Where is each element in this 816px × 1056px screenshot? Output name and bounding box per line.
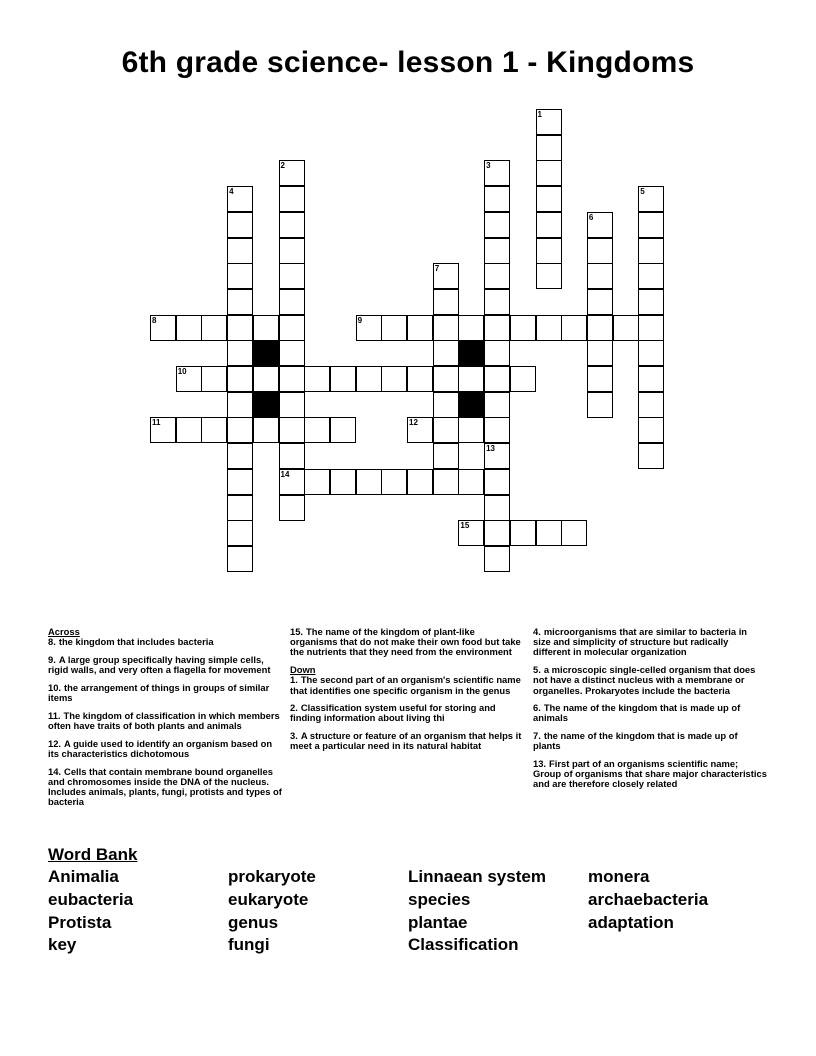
clue-number: 7 xyxy=(434,264,440,274)
crossword-cell[interactable] xyxy=(407,469,433,495)
crossword-cell[interactable] xyxy=(458,469,484,495)
crossword-cell[interactable] xyxy=(638,212,664,238)
crossword-cell[interactable] xyxy=(304,366,330,392)
crossword-cell[interactable] xyxy=(484,469,510,495)
crossword-cell[interactable] xyxy=(227,469,253,495)
crossword-cell[interactable] xyxy=(484,315,510,341)
crossword-cell[interactable] xyxy=(330,469,356,495)
down-clue: 13. First part of an organisms scientific name; Group of organisms that share major characteristics and are therefore closely related xyxy=(533,758,767,790)
word-bank-item: Classification xyxy=(408,935,519,954)
crossword-cell[interactable] xyxy=(484,392,510,418)
word-bank-item: plantae xyxy=(408,913,468,932)
word-bank-item: Linnaean system xyxy=(408,867,546,886)
clue-number: 13 xyxy=(486,444,495,454)
down-clue: 2. Classification system useful for storing and finding information about living thi xyxy=(290,702,496,724)
word-bank-item: archaebacteria xyxy=(588,890,709,909)
clues-column-1 xyxy=(48,627,282,815)
crossword-block xyxy=(253,392,279,418)
crossword-cell[interactable] xyxy=(587,289,613,315)
crossword-cell[interactable] xyxy=(227,495,253,521)
clue-number: 1 xyxy=(537,110,542,119)
crossword-cell[interactable] xyxy=(536,186,562,212)
crossword-cell[interactable] xyxy=(433,340,459,366)
crossword-cell[interactable] xyxy=(304,417,330,443)
crossword-cell[interactable] xyxy=(227,238,253,264)
crossword-cell[interactable] xyxy=(330,366,356,392)
crossword-cell[interactable] xyxy=(484,546,510,572)
across-clue: 14. Cells that contain membrane bound organelles and chromosomes inside the DNA of the nucleus. Includes animals, plants, fungi, protists and types of bacteria xyxy=(48,765,282,808)
across-clue: 12. A guide used to identify an organism based on its characteristics dichotomous xyxy=(48,737,273,759)
crossword-cell[interactable] xyxy=(458,417,484,443)
crossword-cell[interactable] xyxy=(433,443,459,469)
crossword-cell[interactable] xyxy=(433,315,459,341)
crossword-cell[interactable] xyxy=(587,392,613,418)
crossword-cell[interactable] xyxy=(638,315,664,341)
crossword-cell[interactable] xyxy=(227,315,253,341)
crossword-cell[interactable] xyxy=(536,315,562,341)
word-bank-item: Animalia xyxy=(48,867,119,886)
crossword-cell[interactable] xyxy=(587,238,613,264)
crossword-cell[interactable] xyxy=(484,495,510,521)
across-clue: 10. the arrangement of things in groups of similar items xyxy=(48,681,270,704)
down-clue: 5. a microscopic single-celled organism that does not have a distinct nucleus with a membrane or organelles. Prokaryotes include the bacteria xyxy=(533,664,756,696)
crossword-cell[interactable] xyxy=(484,186,510,212)
clue-number: 11 xyxy=(152,418,161,428)
clue-number: 12 xyxy=(409,418,418,428)
crossword-cell[interactable] xyxy=(638,263,664,289)
crossword-cell[interactable] xyxy=(561,315,587,341)
crossword-cell[interactable] xyxy=(227,392,253,418)
clues-column-3 xyxy=(533,627,767,797)
clue-number: 15 xyxy=(460,521,470,531)
crossword-cell[interactable] xyxy=(356,469,382,495)
across-clue: 15. The name of the kingdom of plant-like organisms that do not make their own food but take the nutrients that they need from the environment xyxy=(290,626,521,658)
crossword-cell[interactable] xyxy=(279,212,305,238)
crossword-cell[interactable] xyxy=(536,520,562,546)
crossword-cell[interactable] xyxy=(279,340,305,366)
down-clue: 4. microorganisms that are similar to bacteria in size and simplicity of structure but radically different in molecular organization xyxy=(533,626,748,658)
crossword-cell[interactable] xyxy=(484,263,510,289)
crossword-cell[interactable] xyxy=(227,546,253,572)
crossword-block xyxy=(458,392,484,418)
down-heading: Down xyxy=(290,664,316,676)
crossword-cell[interactable] xyxy=(536,135,562,161)
clue-number: 3 xyxy=(486,161,491,171)
crossword-cell[interactable] xyxy=(279,263,305,289)
down-clue: 1. The second part of an organism's scientific name that identifies one specific organism in the genus xyxy=(290,674,521,696)
crossword-cell[interactable] xyxy=(433,289,459,315)
crossword-cell[interactable] xyxy=(638,340,664,366)
crossword-cell[interactable] xyxy=(433,392,459,418)
crossword-cell[interactable] xyxy=(638,443,664,469)
crossword-cell[interactable] xyxy=(484,520,510,546)
crossword-cell[interactable] xyxy=(587,263,613,289)
crossword-cell[interactable] xyxy=(253,366,279,392)
crossword-cell[interactable] xyxy=(279,392,305,418)
word-bank-item: eukaryote xyxy=(228,890,309,909)
crossword-cell[interactable] xyxy=(304,469,330,495)
word-bank-item: species xyxy=(408,890,471,909)
crossword-cell[interactable] xyxy=(561,520,587,546)
crossword-cell[interactable] xyxy=(433,366,459,392)
across-clue: 11. The kingdom of classification in which members often have traits of both plants and animals xyxy=(48,709,280,731)
page-title: 6th grade science- lesson 1 - Kingdoms xyxy=(121,46,695,79)
word-bank-item: Protista xyxy=(48,913,112,932)
crossword-cell[interactable] xyxy=(279,495,305,521)
crossword-cell[interactable] xyxy=(227,366,253,392)
clue-number: 5 xyxy=(640,187,645,197)
clue-number: 6 xyxy=(588,212,594,222)
word-bank-item: monera xyxy=(588,867,650,886)
crossword-cell[interactable] xyxy=(587,366,613,392)
crossword-cell[interactable] xyxy=(279,238,305,264)
crossword-cell[interactable] xyxy=(458,366,484,392)
crossword-cell[interactable] xyxy=(201,315,227,341)
crossword-cell[interactable] xyxy=(356,366,382,392)
crossword-cell[interactable] xyxy=(176,315,202,341)
across-clue: 8. the kingdom that includes bacteria xyxy=(48,636,214,648)
crossword-cell[interactable] xyxy=(433,417,459,443)
clues-column-2 xyxy=(290,627,524,759)
crossword-cell[interactable] xyxy=(227,443,253,469)
crossword-cell[interactable] xyxy=(279,366,305,392)
crossword-cell[interactable] xyxy=(330,417,356,443)
crossword-cell[interactable] xyxy=(279,186,305,212)
crossword-cell[interactable] xyxy=(458,315,484,341)
crossword-cell[interactable] xyxy=(227,417,253,443)
crossword-cell[interactable] xyxy=(613,315,639,341)
crossword-cell[interactable] xyxy=(381,315,407,341)
crossword-cell[interactable] xyxy=(484,238,510,264)
crossword-cell[interactable] xyxy=(279,289,305,315)
word-bank-title: Word Bank xyxy=(48,845,138,864)
crossword-cell[interactable] xyxy=(253,417,279,443)
crossword-cell[interactable] xyxy=(638,392,664,418)
crossword-cell[interactable] xyxy=(638,238,664,264)
crossword-cell[interactable] xyxy=(407,366,433,392)
word-bank-item: eubacteria xyxy=(48,890,134,909)
crossword-cell[interactable] xyxy=(536,160,562,186)
crossword-cell[interactable] xyxy=(381,366,407,392)
clue-number: 4 xyxy=(229,187,234,197)
crossword-cell[interactable] xyxy=(484,289,510,315)
down-clue: 7. the name of the kingdom that is made up of plants xyxy=(533,730,738,752)
crossword-cell[interactable] xyxy=(484,366,510,392)
crossword-cell[interactable] xyxy=(279,417,305,443)
crossword-block xyxy=(253,340,279,366)
crossword-cell[interactable] xyxy=(407,315,433,341)
word-bank-item: adaptation xyxy=(588,913,674,932)
crossword-cell[interactable] xyxy=(484,340,510,366)
crossword-cell[interactable] xyxy=(176,417,202,443)
crossword-cell[interactable] xyxy=(279,443,305,469)
crossword-cell[interactable] xyxy=(227,289,253,315)
word-bank-item: key xyxy=(48,935,77,954)
crossword-cell[interactable] xyxy=(484,417,510,443)
down-clue: 6. The name of the kingdom that is made up of animals xyxy=(533,702,741,724)
crossword-cell[interactable] xyxy=(253,315,279,341)
word-bank-item: genus xyxy=(228,913,279,932)
crossword-cell[interactable] xyxy=(638,289,664,315)
crossword-cell[interactable] xyxy=(227,212,253,238)
crossword-block xyxy=(458,340,484,366)
crossword-cell[interactable] xyxy=(433,469,459,495)
across-clue: 9. A large group specifically having simple cells, rigid walls, and very often a flagella for movement xyxy=(48,653,271,676)
clue-number: 8 xyxy=(152,315,157,325)
crossword-cell[interactable] xyxy=(484,212,510,238)
crossword-cell[interactable] xyxy=(587,340,613,366)
word-bank-item: fungi xyxy=(228,935,270,954)
down-clue: 3. A structure or feature of an organism that helps it meet a particular need in its natural habitat xyxy=(290,730,522,752)
crossword-cell[interactable] xyxy=(227,263,253,289)
crossword-cell[interactable] xyxy=(536,263,562,289)
clue-number: 9 xyxy=(357,315,363,325)
crossword-cell[interactable] xyxy=(638,366,664,392)
crossword-cell[interactable] xyxy=(227,340,253,366)
crossword-cell[interactable] xyxy=(536,212,562,238)
clue-number: 10 xyxy=(177,367,187,376)
clue-number: 2 xyxy=(280,161,285,171)
across-heading: Across xyxy=(48,626,80,637)
crossword-cell[interactable] xyxy=(381,469,407,495)
word-bank-item: prokaryote xyxy=(228,867,316,886)
crossword-cell[interactable] xyxy=(510,315,536,341)
crossword-cell[interactable] xyxy=(201,417,227,443)
crossword-cell[interactable] xyxy=(227,520,253,546)
crossword-cell[interactable] xyxy=(638,417,664,443)
clue-number: 14 xyxy=(280,469,290,479)
crossword-cell[interactable] xyxy=(201,366,227,392)
crossword-cell[interactable] xyxy=(510,366,536,392)
crossword-cell[interactable] xyxy=(279,315,305,341)
crossword-cell[interactable] xyxy=(536,238,562,264)
crossword-cell[interactable] xyxy=(510,520,536,546)
crossword-cell[interactable] xyxy=(587,315,613,341)
